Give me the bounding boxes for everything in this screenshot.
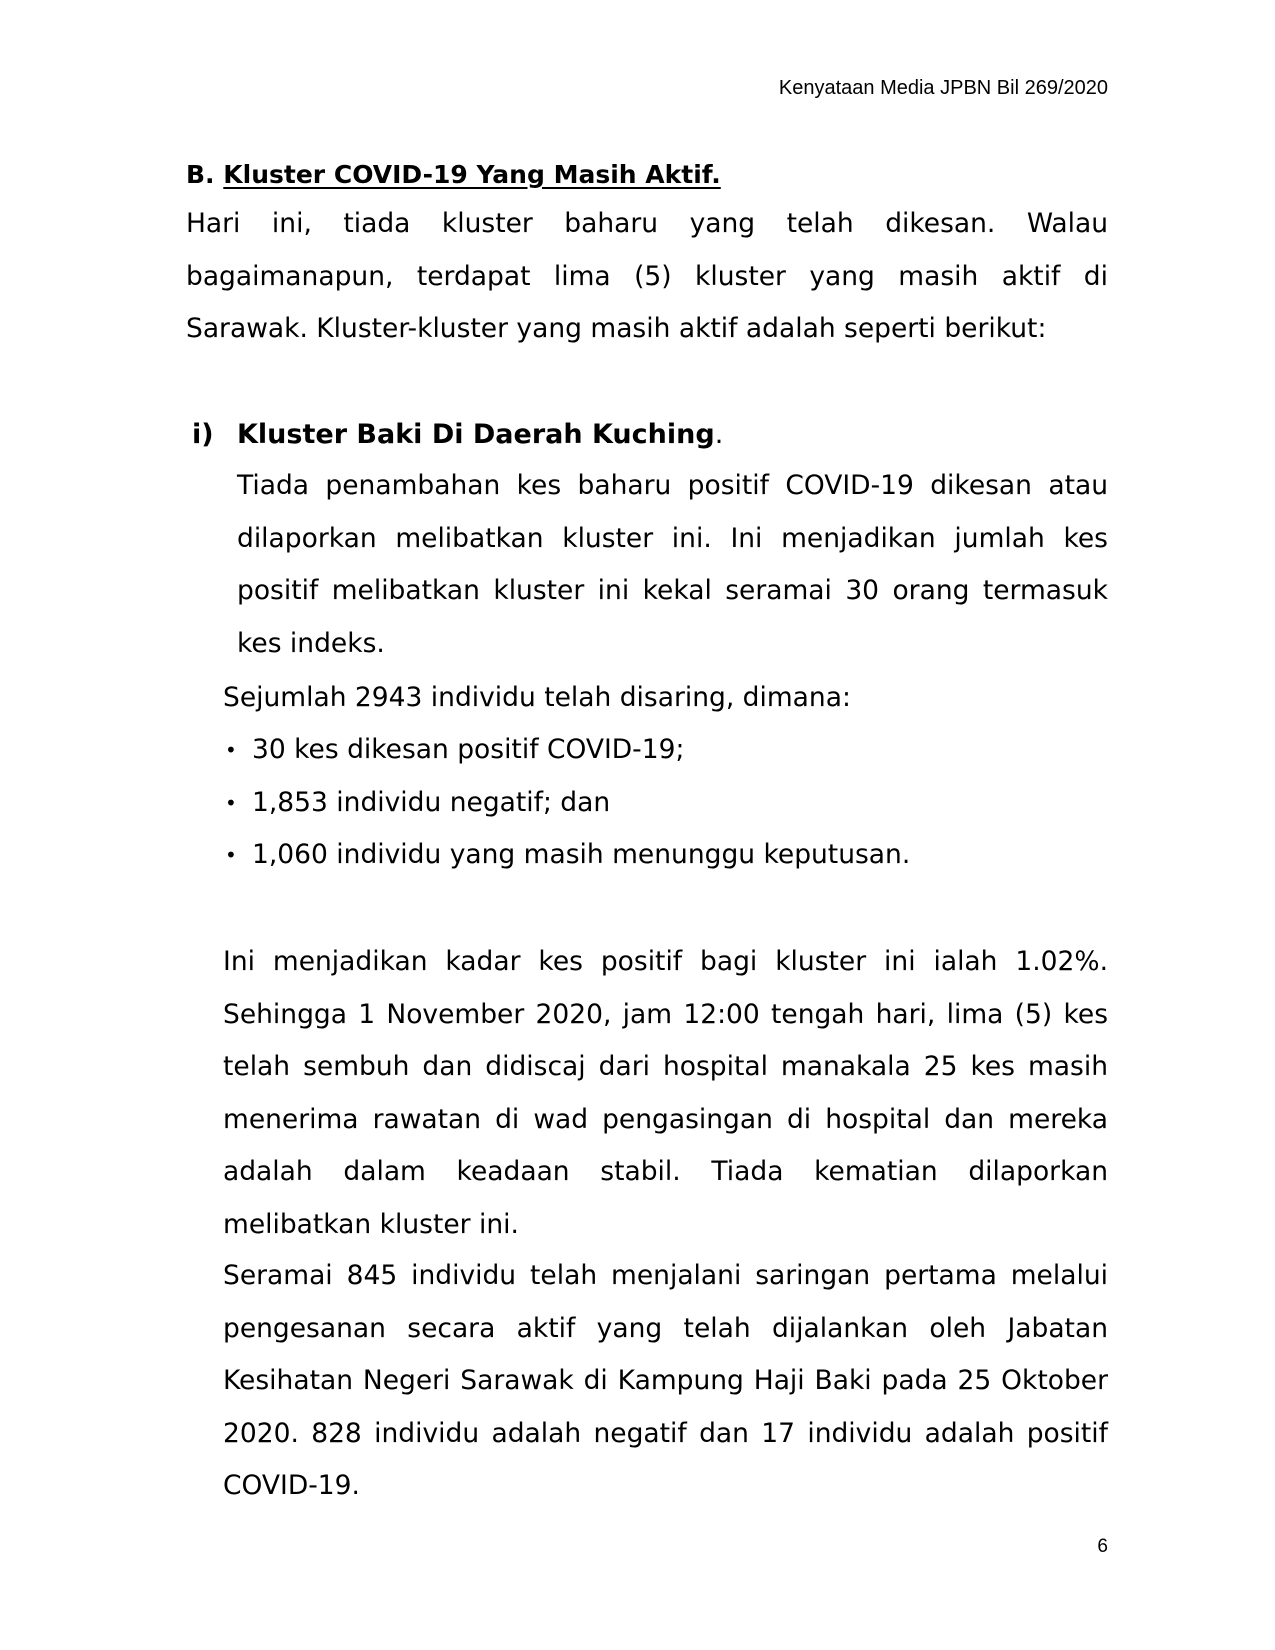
screening-result-list <box>223 724 910 882</box>
section-heading <box>186 158 721 192</box>
list-item-text: 30 kes dikesan positif COVID-19; <box>252 734 685 765</box>
list-item <box>223 829 910 882</box>
cluster-number: i) <box>192 419 214 450</box>
cluster-paragraph: Tiada penambahan kes baharu positif COVID-19 dikesan atau dilaporkan melibatkan kluster ini. Ini menjadikan jumlah kes positif melibatkan kluster ini kekal seramai 30 orang termasuk kes indeks. <box>237 470 1108 659</box>
list-item-text: 1,853 individu negatif; dan <box>252 786 611 818</box>
list-item <box>223 777 910 830</box>
positive-rate-paragraph: Ini menjadikan kadar kes positif bagi kluster ini ialah 1.02%. Sehingga 1 November 2020, jam 12:00 tengah hari, lima (5) kes telah sembuh dan didiscaj dari hospital manakala 25 kes masih menerima rawatan di wad pengasingan di hospital dan mereka adalah dalam keadaan stabil. Tiada kematian dilaporkan melibatkan kluster ini. <box>223 946 1108 1240</box>
list-item <box>223 724 910 777</box>
bullet-icon: • <box>225 738 237 762</box>
bullet-icon: • <box>225 790 237 815</box>
intro-paragraph: Hari ini, tiada kluster baharu yang telah dikesan. Walau bagaimanapun, terdapat lima (5) kluster yang masih aktif di Sarawak. Kluster-kluster yang masih aktif adalah seperti berikut: <box>186 208 1108 344</box>
bullet-icon: • <box>225 843 237 867</box>
active-detection-paragraph: Seramai 845 individu telah menjalani saringan pertama melalui pengesanan secara aktif yang telah dijalankan oleh Jabatan Kesihatan Negeri Sarawak di Kampung Haji Baki pada 25 Oktober 2020. 828 individu adalah negatif dan 17 individu adalah positif COVID-19. <box>223 1260 1108 1501</box>
screening-intro: Sejumlah 2943 individu telah disaring, dimana: <box>223 682 851 713</box>
cluster-title-period: . <box>714 419 724 450</box>
section-title: Kluster COVID-19 Yang Masih Aktif. <box>223 160 721 189</box>
section-letter: B. <box>186 160 215 189</box>
list-item-text: 1,060 individu yang masih menunggu keputusan. <box>252 839 911 870</box>
cluster-heading <box>237 417 723 453</box>
page-number: 6 <box>1097 1536 1108 1557</box>
document-header: Kenyataan Media JPBN Bil 269/2020 <box>778 77 1108 99</box>
cluster-title: Kluster Baki Di Daerah Kuching <box>237 419 715 450</box>
